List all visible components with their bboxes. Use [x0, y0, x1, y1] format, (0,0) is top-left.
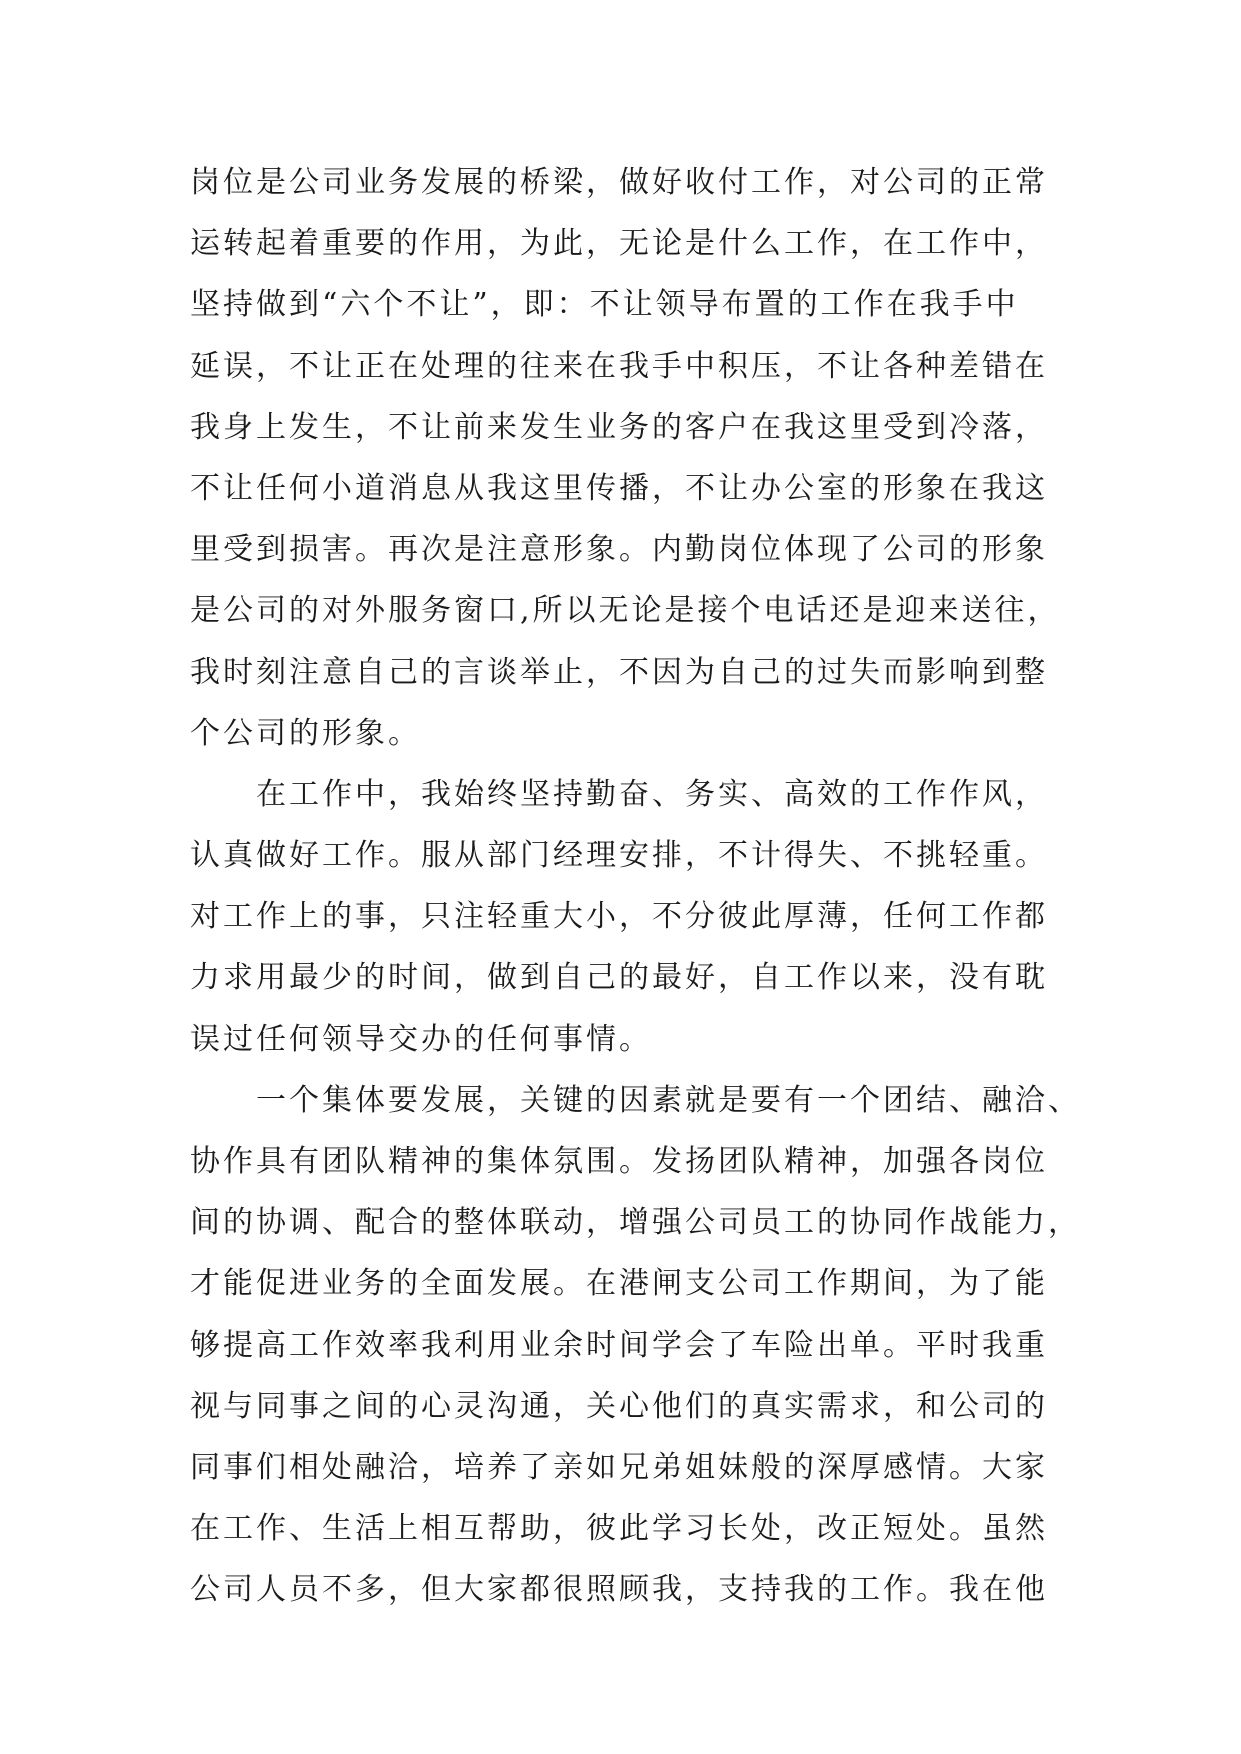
text-line: 里受到损害。再次是注意形象。内勤岗位体现了公司的形象: [190, 532, 1048, 568]
text-line: 在工作中，我始终坚持勤奋、务实、高效的工作作风，: [256, 776, 1048, 812]
text-line: 视与同事之间的心灵沟通，关心他们的真实需求，和公司的: [190, 1388, 1048, 1424]
text-line: 延误，不让正在处理的往来在我手中积压，不让各种差错在: [190, 348, 1048, 384]
text-line: 运转起着重要的作用，为此，无论是什么工作，在工作中，: [190, 226, 1048, 262]
text-line: 间的协调、配合的整体联动，增强公司员工的协同作战能力，: [190, 1205, 1081, 1241]
text-line: 才能促进业务的全面发展。在港闸支公司工作期间，为了能: [190, 1266, 1048, 1302]
text-line: 在工作、生活上相互帮助，彼此学习长处，改正短处。虽然: [190, 1511, 1048, 1547]
text-line: 是公司的对外服务窗口,所以无论是接个电话还是迎来送往，: [190, 593, 1061, 629]
text-line: 力求用最少的时间，做到自己的最好，自工作以来，没有耽: [190, 960, 1048, 996]
text-line: 公司人员不多，但大家都很照顾我，支持我的工作。我在他: [190, 1572, 1048, 1608]
text-line: 岗位是公司业务发展的桥梁，做好收付工作，对公司的正常: [190, 165, 1048, 200]
text-line: 协作具有团队精神的集体氛围。发扬团队精神，加强各岗位: [190, 1144, 1048, 1179]
text-line: 个公司的形象。: [190, 715, 421, 751]
text-line: 我身上发生，不让前来发生业务的客户在我这里受到冷落，: [190, 409, 1048, 445]
text-line: 够提高工作效率我利用业余时间学会了车险出单。平时我重: [190, 1327, 1048, 1363]
text-line: 认真做好工作。服从部门经理安排，不计得失、不挑轻重。: [190, 838, 1048, 874]
text-line: 一个集体要发展，关键的因素就是要有一个团结、融洽、: [256, 1082, 1081, 1118]
text-line: 不让任何小道消息从我这里传播，不让办公室的形象在我这: [190, 470, 1048, 506]
text-line: 对工作上的事，只注轻重大小，不分彼此厚薄，任何工作都: [190, 899, 1048, 935]
body-text: [190, 152, 1081, 1621]
text-line: 误过任何领导交办的任何事情。: [190, 1021, 652, 1057]
text-line: 我时刻注意自己的言谈举止，不因为自己的过失而影响到整: [190, 654, 1048, 690]
text-line: 同事们相处融洽，培养了亲如兄弟姐妹般的深厚感情。大家: [190, 1449, 1048, 1485]
text-line: 坚持做到“六个不让”，即：不让领导布置的工作在我手中: [190, 287, 1019, 323]
